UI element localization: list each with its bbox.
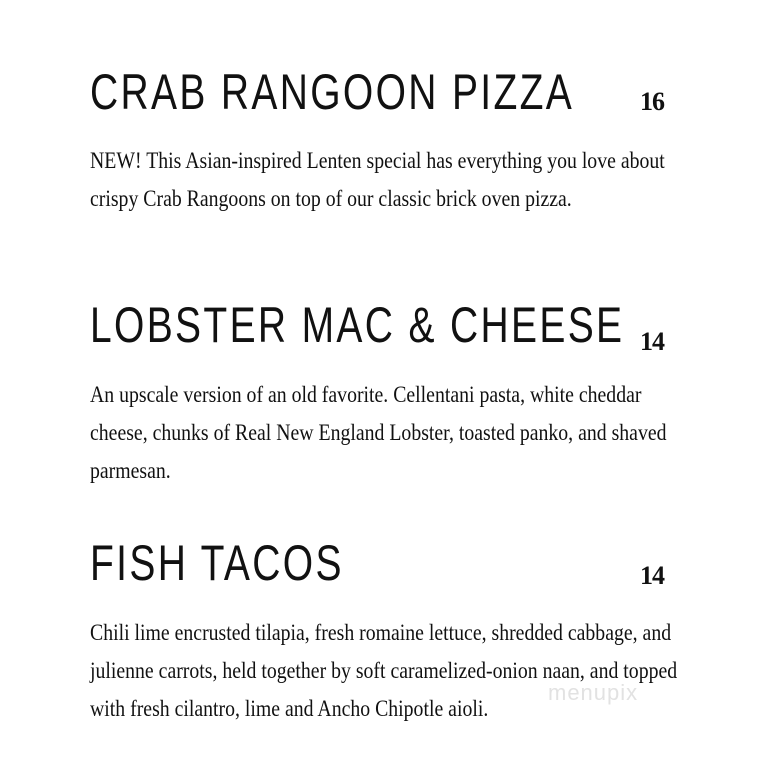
menu-item-lobster-mac-cheese: [90, 295, 690, 495]
item-description: NEW! This Asian-inspired Lenten special has everything you love about crispy Crab Rangoons on top of our classic brick oven pizza.: [90, 148, 665, 211]
item-description: Chili lime encrusted tilapia, fresh romaine lettuce, shredded cabbage, and julienne carrots, held together by soft caramelized-onion naan, and topped with fresh cilantro, lime and Ancho Chipotle aioli.: [90, 620, 678, 721]
item-title: FISH TACOS: [90, 535, 344, 591]
item-title: LOBSTER MAC & CHEESE: [90, 297, 625, 353]
menu-item-crab-rangoon-pizza: [90, 62, 690, 262]
item-price: 14: [640, 561, 664, 590]
item-price: 16: [640, 87, 664, 116]
item-title: CRAB RANGOON PIZZA: [90, 64, 575, 120]
item-price: 14: [640, 327, 664, 356]
watermark: menupix: [548, 680, 639, 705]
item-description: An upscale version of an old favorite. Cellentani pasta, white cheddar cheese, chunks of Real New England Lobster, toasted panko, and shaved parmesan.: [90, 382, 667, 483]
menu-item-fish-tacos: [90, 533, 690, 773]
